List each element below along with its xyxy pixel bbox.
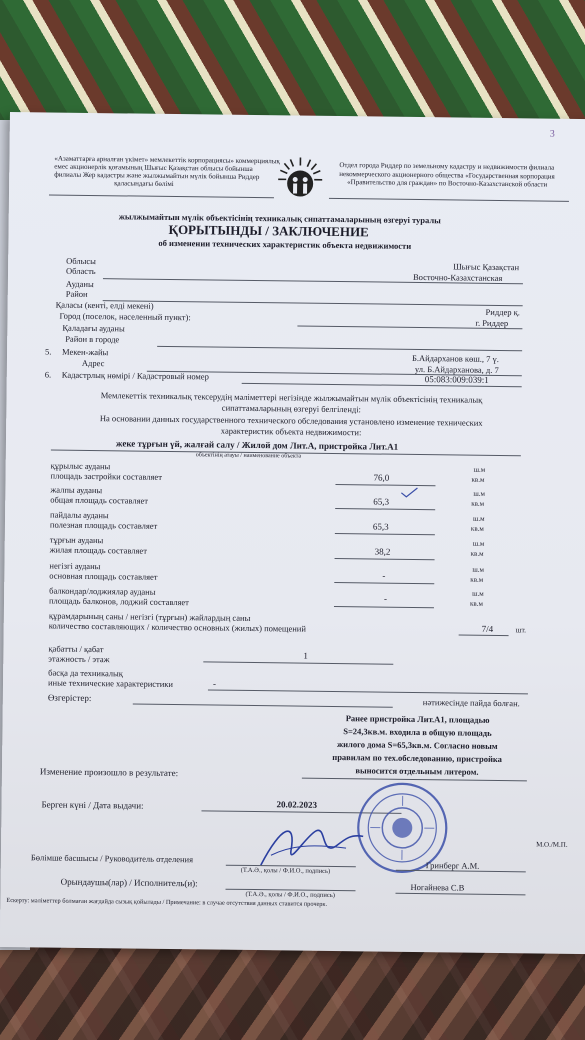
area-unit-kz: ш.м: [472, 539, 485, 548]
rooms-value: 7/4: [481, 623, 494, 634]
field-line: [335, 484, 435, 486]
address-value-ru: ул. Б.Айдарханова, д. 7: [414, 363, 499, 375]
area-unit-kz: ш.м: [473, 514, 485, 523]
cadastral-label: Кадастрлық нөмірі / Кадастровый номер: [61, 369, 209, 382]
area-value: 65,3: [373, 496, 390, 507]
header-right-line: некоммерческого акционерного общества «Государственная корпорация: [339, 169, 555, 181]
changes-result-kz: нәтижесінде пайда болған.: [422, 697, 520, 709]
floors-label-kz: қабатты / қабат: [48, 643, 104, 655]
num-6: 6.: [44, 369, 52, 380]
city-rayon-ru: Район в городе: [65, 333, 120, 345]
city-label-kz: Қаласы (кенті, елді мекені): [55, 299, 154, 311]
header-divider: [329, 198, 569, 202]
basis-ru-2: характеристик объекта недвижимости:: [220, 425, 362, 438]
area-unit-ru: кв.м: [471, 499, 485, 508]
area-value: 65,3: [372, 521, 389, 532]
field-line: [203, 661, 393, 664]
rooms-unit: шт.: [515, 625, 527, 635]
area-unit-ru: кв.м: [470, 549, 484, 558]
area-label-ru: основная площадь составляет: [49, 570, 158, 582]
rayon-label-kz: Ауданы: [65, 278, 94, 290]
changes-text-line: выносится отдельным литером.: [355, 765, 479, 777]
field-line: [335, 558, 435, 560]
area-label-ru: площадь застройки составляет: [50, 470, 163, 482]
issue-label: Берген күні / Дата выдачи:: [41, 799, 144, 811]
rayon-label-ru: Район: [65, 288, 88, 299]
area-label-ru: площадь балконов, лоджий составляет: [48, 595, 190, 608]
area-label-kz: пайдалы ауданы: [50, 509, 109, 521]
changes-result-ru: Изменение произошло в результате:: [39, 766, 179, 779]
exec-name: Ногайнева С.В: [410, 881, 465, 893]
checkmark-icon: [400, 487, 418, 499]
field-line: [103, 300, 523, 306]
field-line: [335, 533, 435, 535]
field-line: [334, 582, 434, 584]
other-label-kz: басқа да техникалық: [48, 667, 123, 679]
num-5: 5.: [45, 346, 52, 357]
corporation-logo-icon: [274, 153, 327, 206]
city-value-ru: г. Риддер: [475, 317, 509, 329]
other-value: -: [212, 678, 217, 689]
area-value: -: [384, 593, 388, 604]
header-right-line: Отдел города Риддер по земельному кадастру и недвижимости филиала: [339, 161, 555, 172]
area-unit-kz: ш.м: [473, 489, 485, 498]
header-divider: [49, 194, 274, 198]
basis-kz-2: сипаттамаларының өзгеруі белгіленді:: [221, 402, 362, 415]
changes-text: [302, 712, 533, 780]
floors-value: 1: [303, 650, 308, 661]
area-label-kz: балкондар/лоджиялар ауданы: [49, 585, 156, 597]
area-value: -: [382, 570, 386, 581]
city-value-kz: Риддер қ.: [485, 306, 520, 318]
basis-ru-1: На основании данных государственного технического обследования установлено изменение технических: [99, 413, 483, 428]
area-unit-kz: ш.м: [473, 465, 486, 474]
area-unit-kz: ш.м: [472, 565, 485, 574]
object-caption: объектінің атауы / наименование объекта: [195, 452, 302, 460]
address-value-kz: Б.Айдарханов көш., 7 ү.: [411, 352, 500, 364]
rooms-label-kz: құрамдарының саны / негізгі (тұрғын) жайлардың саны: [48, 610, 251, 623]
header-left-line: филиалы Жер кадастры және жылжымайтын мүлік бойынша Риддер: [54, 170, 260, 182]
header-left-line: емес акционерлік қоғамының Шығыс Қазақстан облысы бойынша: [54, 162, 253, 173]
field-line: [334, 606, 434, 608]
area-value: 38,2: [374, 546, 391, 557]
changes-text-line: правилам по тех.обследованию, пристройка: [332, 751, 503, 765]
changes-text-line: Ранее пристройка Лит.А1, площадью: [345, 713, 490, 725]
head-fio-caption: (Т.А.Ә., қолы / Ф.И.О., подпись): [240, 866, 331, 875]
exec-fio-caption: (Т.А.Ә., қолы / Ф.И.О., подпись): [245, 890, 335, 900]
address-label-ru: Адрес: [81, 357, 105, 369]
changes-text-line: S=24,3кв.м. входила в общую площадь: [343, 726, 492, 738]
issue-date: 20.02.2023: [276, 799, 318, 810]
area-unit-ru: кв.м: [469, 599, 483, 608]
field-line: [208, 689, 528, 694]
head-name: Гринберг А.М.: [425, 860, 480, 871]
header-left-line: қаласындағы бөлімі: [114, 179, 174, 189]
area-label-ru: общая площадь составляет: [50, 494, 149, 506]
other-label-ru: иные технические характеристики: [47, 677, 174, 690]
header-right-org: [339, 161, 555, 189]
header-right-line: «Правительство для граждан» по Восточно-Казахстанской области: [347, 178, 548, 189]
area-label-kz: негізгі ауданы: [49, 560, 101, 572]
area-label-kz: тұрғын ауданы: [49, 534, 104, 546]
field-line: [395, 893, 525, 896]
basis-kz-1: Мемлекеттік техникалық тексерудің мәліметтері негізінде жылжымайтын мүлік объектісінің техникалық: [100, 390, 483, 405]
field-line: [157, 346, 522, 351]
area-value: 76,0: [373, 472, 390, 483]
title-ru: об изменении технических характеристик объекта недвижимости: [158, 237, 412, 251]
city-rayon-kz: Қаладағы ауданы: [62, 322, 125, 334]
changes-text-line: жилого дома S=65,3кв.м. Согласно новым: [336, 739, 498, 752]
area-label-kz: құрылыс ауданы: [50, 460, 111, 472]
title-kz: жылжымайтын мүлік объектісінің техникалық сипаттамаларының өзгеруі туралы: [118, 211, 441, 226]
area-label-kz: жалпы ауданы: [50, 484, 103, 496]
document-sheet: [0, 112, 585, 954]
area-unit-kz: ш.м: [472, 589, 484, 598]
changes-label: Өзгерістер:: [47, 692, 92, 704]
oblast-label-ru: Область: [66, 265, 96, 277]
area-label-ru: полезная площадь составляет: [49, 519, 158, 531]
oblast-value-kz: Шығыс Қазақстан: [453, 261, 520, 273]
cadastral-value: 05:083:009:039:1: [424, 374, 489, 385]
object-name: жеке тұрғын үй, жалғай салу / Жилой дом Лит.А, пристройка Лит.А1: [115, 438, 399, 452]
page-number: 3: [549, 128, 555, 140]
area-unit-ru: кв.м: [470, 524, 484, 533]
exec-label: Орындаушы(лар) / Исполнитель(и):: [60, 876, 198, 889]
field-line: [335, 508, 435, 510]
head-label: Бөлімше басшысы / Руководитель отделения: [30, 852, 194, 865]
header-left-org: [54, 155, 280, 190]
field-line: [133, 704, 393, 708]
area-unit-ru: кв.м: [470, 575, 484, 584]
oblast-value-ru: Восточно-Казахстанская: [412, 271, 503, 284]
stamp-place-label: М.О./М.П.: [536, 840, 568, 849]
city-label-ru: Город (поселок, населенный пункт):: [59, 310, 191, 323]
oblast-label-kz: Облысы: [66, 255, 96, 267]
area-unit-ru: кв.м: [471, 475, 485, 484]
header-left-line: «Азаматтарға арналған үкімет» мемлекеттік корпорациясы» коммерциялық: [54, 154, 280, 166]
area-label-ru: жилая площадь составляет: [49, 544, 148, 556]
field-line: [459, 635, 509, 637]
floors-label-ru: этажность / этаж: [48, 653, 110, 665]
address-label-kz: Мекен-жайы: [62, 346, 109, 358]
rooms-label-ru: количество составляющих / количество основных (жилых) помещений: [48, 620, 306, 634]
footnote: Ескерту: мәліметтер болмаған жағдайда сызық қойылады / Примечание: в случае отсутствия данных ставится прочерк.: [6, 897, 328, 908]
document-title: ҚОРЫТЫНДЫ / ЗАКЛЮЧЕНИЕ: [168, 221, 369, 240]
